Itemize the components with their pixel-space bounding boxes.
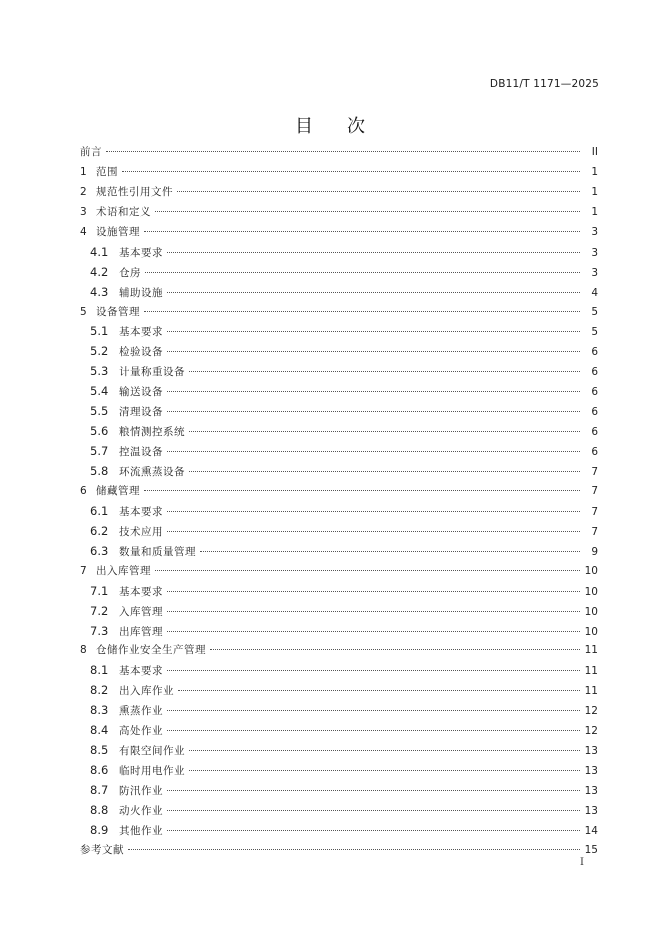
toc-entry[interactable] [80,382,598,402]
toc-entry[interactable] [80,522,598,542]
toc-entry[interactable] [80,163,598,183]
toc-entry-number: 5.7 [90,444,109,459]
toc-entry[interactable] [80,303,598,323]
toc-entry-page: 5 [591,305,598,318]
toc-entry-number: 3 [80,205,87,218]
toc-entry-label: 环流熏蒸设备 [119,466,185,478]
toc-entry[interactable] [80,362,598,382]
toc-entry-number: 4 [80,225,87,238]
footer-page-number: I [580,857,584,868]
table-of-contents [80,143,598,861]
toc-entry-label: 术语和定义 [96,205,151,218]
toc-entry-number: 8.8 [90,802,109,817]
toc-entry-page: 6 [591,426,598,439]
toc-entry-label: 其他作业 [119,824,163,837]
toc-entry-label: 参考文献 [80,843,124,856]
toc-entry-number: 8.3 [90,703,109,718]
toc-dot-leader [167,411,580,412]
toc-entry-page: 1 [591,205,598,218]
toc-dot-leader [177,191,580,192]
toc-entry-page: 6 [591,386,598,399]
toc-entry[interactable] [80,223,598,243]
toc-entry[interactable] [80,721,598,741]
toc-dot-leader [167,830,580,831]
toc-entry[interactable] [80,502,598,522]
toc-entry-page: 7 [591,484,598,497]
toc-dot-leader [167,511,580,512]
toc-entry-label: 输送设备 [119,386,163,399]
toc-dot-leader [189,371,580,372]
toc-entry-page: 10 [584,585,598,598]
toc-dot-leader [167,710,580,711]
toc-entry[interactable] [80,761,598,781]
toc-dot-leader [167,790,580,791]
toc-entry-number: 2 [80,185,87,198]
toc-entry[interactable] [80,482,598,502]
toc-dot-leader [167,252,580,253]
toc-dot-leader [144,231,580,232]
toc-entry-label: 技术应用 [119,525,163,538]
toc-entry-label: 出入库管理 [96,564,151,577]
toc-entry-number: 8.1 [90,663,109,678]
toc-entry-label: 仓房 [119,266,141,279]
toc-entry[interactable] [80,422,598,442]
toc-entry-page: 13 [584,765,598,778]
toc-entry[interactable] [80,263,598,283]
toc-dot-leader [210,649,580,650]
toc-entry-number: 5 [80,305,87,318]
toc-entry-number: 5.3 [90,364,109,379]
toc-dot-leader [144,311,580,312]
toc-entry-number: 4.3 [90,284,109,299]
toc-entry-number: 5.5 [90,404,109,419]
toc-entry-page: 15 [584,843,598,856]
toc-entry-page: 11 [584,665,598,678]
toc-dot-leader [189,471,580,472]
toc-entry-label: 清理设备 [119,406,163,419]
toc-entry-number: 5.6 [90,424,109,439]
toc-entry-number: 5.4 [90,384,109,399]
toc-entry[interactable] [80,243,598,263]
toc-entry-number: 8.7 [90,783,109,797]
toc-dot-leader [167,591,580,592]
toc-entry-number: 8.4 [90,723,109,738]
toc-dot-leader [167,730,580,731]
toc-entry-label: 出入库作业 [119,685,174,698]
toc-dot-leader [106,151,580,152]
toc-entry[interactable] [80,661,598,681]
toc-entry-label: 防汛作业 [119,785,163,797]
toc-entry-label: 设施管理 [96,225,140,238]
toc-entry-label: 范围 [96,165,118,178]
toc-entry-label: 入库管理 [119,605,163,618]
toc-entry-label: 数量和质量管理 [119,545,196,558]
toc-entry-label: 有限空间作业 [119,745,185,758]
toc-entry[interactable] [80,442,598,462]
toc-entry-label: 基本要求 [119,665,163,678]
toc-entry-number: 4.2 [90,264,109,279]
toc-entry[interactable] [80,283,598,303]
toc-dot-leader [167,292,580,293]
toc-entry-label: 仓储作业安全生产管理 [96,644,206,657]
toc-entry-number: 6.1 [90,503,109,518]
toc-dot-leader [167,451,580,452]
toc-entry-number: 8.2 [90,683,109,698]
toc-entry-number: 7.3 [90,623,109,638]
toc-entry-label: 熏蒸作业 [119,705,163,718]
toc-entry-page: 10 [584,625,598,638]
toc-entry-page: 14 [584,824,598,837]
toc-entry-label: 前言 [80,146,102,158]
toc-entry[interactable] [80,801,598,821]
standard-code: DB11/T 1171—2025 [489,78,599,90]
toc-entry-number: 1 [80,165,87,178]
toc-entry-number: 7.2 [90,603,109,618]
toc-entry-label: 动火作业 [119,804,163,817]
toc-entry-page: 11 [584,685,598,698]
toc-entry-page: 3 [591,246,598,259]
toc-entry-page: 13 [584,785,598,797]
toc-entry[interactable] [80,741,598,761]
toc-dot-leader [189,770,580,771]
toc-entry-label: 基本要求 [119,505,163,518]
toc-entry-page: 10 [584,564,598,577]
toc-entry-page: 13 [584,804,598,817]
toc-entry-number: 7 [80,564,87,577]
toc-title [0,112,662,138]
toc-dot-leader [144,490,580,491]
toc-entry-number: 8 [80,644,87,657]
toc-entry-label: 检验设备 [119,346,163,359]
toc-entry[interactable] [80,681,598,701]
toc-entry-page: 6 [591,366,598,379]
toc-entry[interactable] [80,781,598,801]
toc-dot-leader [167,351,580,352]
toc-dot-leader [167,631,580,632]
toc-dot-leader [167,331,580,332]
toc-dot-leader [167,531,580,532]
toc-entry-number: 8.5 [90,743,109,758]
toc-title-char-1: 目 [295,116,315,137]
toc-entry-label: 临时用电作业 [119,765,185,778]
toc-dot-leader [178,690,580,691]
toc-entry[interactable] [80,622,598,642]
toc-entry-page: 13 [584,745,598,758]
toc-entry-page: 6 [591,406,598,419]
toc-entry-label: 储藏管理 [96,484,140,497]
toc-dot-leader [189,750,580,751]
toc-entry-label: 基本要求 [119,585,163,598]
toc-entry-page: 9 [591,545,598,558]
toc-entry-page: II [591,146,598,158]
toc-entry-number: 6.2 [90,523,109,538]
toc-entry-number: 6.3 [90,543,109,558]
toc-dot-leader [167,670,580,671]
toc-entry-label: 基本要求 [119,246,163,259]
toc-entry-number: 7.1 [90,583,109,598]
toc-entry-label: 基本要求 [119,326,163,339]
toc-entry[interactable] [80,582,598,602]
toc-entry[interactable] [80,542,598,562]
toc-entry[interactable] [80,562,598,582]
toc-entry[interactable] [80,641,598,661]
toc-entry[interactable] [80,462,598,482]
toc-entry-number: 4.1 [90,244,109,259]
toc-dot-leader [167,810,580,811]
toc-entry[interactable] [80,841,598,861]
toc-entry-page: 1 [591,165,598,178]
toc-entry-number: 8.6 [90,763,109,778]
toc-entry-number: 5.2 [90,344,109,359]
toc-dot-leader [189,431,580,432]
toc-entry-page: 6 [591,346,598,359]
toc-entry-page: 5 [591,326,598,339]
toc-entry-page: 4 [591,286,598,299]
toc-entry-page: 1 [591,185,598,198]
toc-entry-page: 3 [591,266,598,279]
toc-dot-leader [155,570,580,571]
toc-entry-label: 辅助设施 [119,286,163,299]
toc-dot-leader [167,611,580,612]
toc-entry-label: 设备管理 [96,305,140,318]
toc-entry[interactable] [80,701,598,721]
toc-entry-label: 出库管理 [119,625,163,638]
toc-dot-leader [128,849,580,850]
toc-entry[interactable] [80,821,598,841]
toc-entry-page: 3 [591,225,598,238]
toc-entry[interactable] [80,402,598,422]
toc-entry[interactable] [80,342,598,362]
toc-entry-page: 6 [591,446,598,459]
toc-dot-leader [145,272,580,273]
toc-entry-page: 12 [584,705,598,718]
toc-entry-page: 7 [591,466,598,478]
toc-entry-label: 控温设备 [119,446,163,459]
toc-entry-page: 11 [584,644,598,657]
toc-dot-leader [200,551,580,552]
toc-entry-number: 8.9 [90,822,109,837]
toc-entry[interactable] [80,143,598,163]
toc-entry-label: 计量称重设备 [119,366,185,379]
toc-entry-label: 粮情测控系统 [119,426,185,439]
toc-entry-number: 5.8 [90,464,109,478]
toc-title-char-2: 次 [347,116,367,137]
toc-dot-leader [167,391,580,392]
toc-entry-number: 5.1 [90,324,109,339]
toc-entry-page: 10 [584,605,598,618]
toc-entry[interactable] [80,203,598,223]
toc-entry-label: 规范性引用文件 [96,185,173,198]
toc-entry[interactable] [80,602,598,622]
toc-entry-page: 12 [584,725,598,738]
toc-entry[interactable] [80,322,598,342]
toc-dot-leader [155,211,580,212]
toc-entry-page: 7 [591,505,598,518]
toc-entry[interactable] [80,183,598,203]
toc-entry-number: 6 [80,484,87,497]
toc-dot-leader [122,171,580,172]
toc-entry-page: 7 [591,525,598,538]
toc-entry-label: 高处作业 [119,725,163,738]
